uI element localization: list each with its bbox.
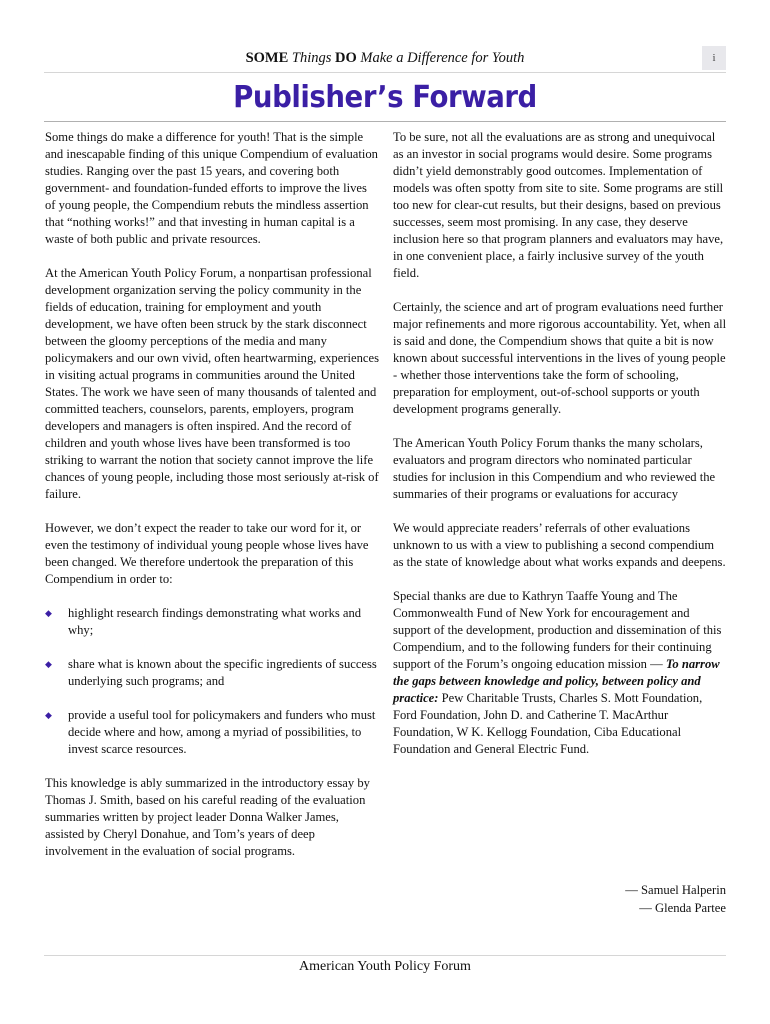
list-item bbox=[45, 656, 379, 690]
paragraph: Some things do make a difference for youth! That is the simple and inescapable finding of this unique Compendium of evaluation studies. Ranging over the past 15 years, and covering both government- and foundation-funded efforts to improve the lives of young people, the Compendium rebuts the mindless assertion that “nothing works!” and that investing in human capital is a waste of both public and private resources. bbox=[45, 130, 378, 246]
paragraph: Certainly, the science and art of program evaluations need further major refinements and more rigorous accountability. Yet, when all is said and done, the Compendium shows that quite a bit is now known about successful interventions in the lives of young people - whether those interventions take the form of schooling, preparation for employment, out-of-school supports or youth development programs generally. bbox=[393, 300, 727, 416]
running-title bbox=[44, 50, 726, 67]
diamond-bullet-icon: ◆ bbox=[45, 659, 52, 669]
footer-divider bbox=[44, 955, 726, 956]
signature: — Samuel Halperin bbox=[625, 883, 726, 897]
paragraph-text: Special thanks are due to Kathryn Taaffe Young and The Commonwealth Fund of New York for encouragement and support of the development, production and dissemination of this Compendium, and to the following funders for their continuing support of the Forum’s ongoing education mission — bbox=[393, 589, 722, 671]
page-number: i bbox=[702, 46, 726, 70]
signatures bbox=[625, 881, 726, 917]
left-column bbox=[45, 129, 379, 877]
signature: — Glenda Partee bbox=[639, 901, 726, 915]
diamond-bullet-icon: ◆ bbox=[45, 710, 52, 720]
running-title-some: SOME bbox=[245, 50, 289, 66]
right-column bbox=[393, 129, 727, 775]
goals-list bbox=[45, 605, 379, 758]
mission-statement: To narrow the gaps between knowledge and policy, between policy and practice: bbox=[393, 657, 720, 705]
paragraph: We would appreciate readers’ referrals of other evaluations unknown to us with a view to publishing a second compendium as the state of knowledge about what works expands and deepens. bbox=[393, 521, 726, 569]
paragraph-text: Pew Charitable Trusts, Charles S. Mott Foundation, Ford Foundation, John D. and Catherine T. MacArthur Foundation, W K. Kellogg Foundation, Ciba Educational Foundation and General Electric Fund. bbox=[393, 691, 703, 756]
running-title-things: Things bbox=[291, 50, 332, 66]
paragraph: At the American Youth Policy Forum, a nonpartisan professional development organization serving the policy community in the fields of education, training for employment and youth development, we have often been struck by the stark disconnect between the gloomy perceptions of the media and many policymakers and our own vivid, often heartwarming, experiences in visiting actual programs in communities around the United States. The work we have seen of many thousands of talented and committed teachers, counselors, parents, employers, program developers and managers is often inspired. And the record of children and youth whose lives have been transformed is too striking to warrant the notion that society cannot improve the life chances of young people, including those most seriously at-risk of failure. bbox=[45, 266, 379, 501]
running-title-rest: Make a Difference for Youth bbox=[360, 50, 525, 66]
footer: American Youth Policy Forum bbox=[299, 959, 471, 974]
diamond-bullet-icon: ◆ bbox=[45, 608, 52, 618]
running-title-do: DO bbox=[335, 50, 357, 66]
list-item-text: provide a useful tool for policymakers and funders who must decide where and how, among a myriad of possibilities, to invest scarce resources. bbox=[68, 708, 376, 756]
paragraph: This knowledge is ably summarized in the introductory essay by Thomas J. Smith, based on his careful reading of the evaluation summaries written by project leader Donna Walker James, assisted by Cheryl Donahue, and Tom’s years of deep involvement in the evaluation of social programs. bbox=[45, 776, 370, 858]
paragraph: The American Youth Policy Forum thanks the many scholars, evaluators and program directors who nominated particular studies for inclusion in this Compendium and who reviewed the summaries of their programs or evaluations for accuracy bbox=[393, 436, 716, 501]
running-header bbox=[44, 46, 726, 72]
list-item bbox=[45, 707, 379, 758]
list-item-text: share what is known about the specific ingredients of success underlying such programs; and bbox=[68, 657, 377, 688]
list-item bbox=[45, 605, 379, 639]
header-divider bbox=[44, 72, 726, 73]
paragraph: However, we don’t expect the reader to take our word for it, or even the testimony of individual young people whose lives have been changed. We therefore undertook the preparation of this Compendium in order to: bbox=[45, 521, 369, 586]
list-item-text: highlight research findings demonstrating what works and why; bbox=[68, 606, 362, 637]
acknowledgements-paragraph bbox=[393, 588, 727, 758]
paragraph: To be sure, not all the evaluations are as strong and unequivocal as an investor in social programs would desire. Some programs didn’t yield demonstrably good outcomes. Implementation of models was often spotty from site to site. Some programs are still too new for clear-cut results, but their designs, based on previous successes, seem most promising. In any case, they deserve inclusion here so that program planners and evaluators may have, in one convenient place, a fairly inclusive survey of the youth field. bbox=[393, 130, 724, 280]
page-title: Publisher’s Forward bbox=[233, 80, 537, 115]
title-divider bbox=[44, 121, 726, 122]
